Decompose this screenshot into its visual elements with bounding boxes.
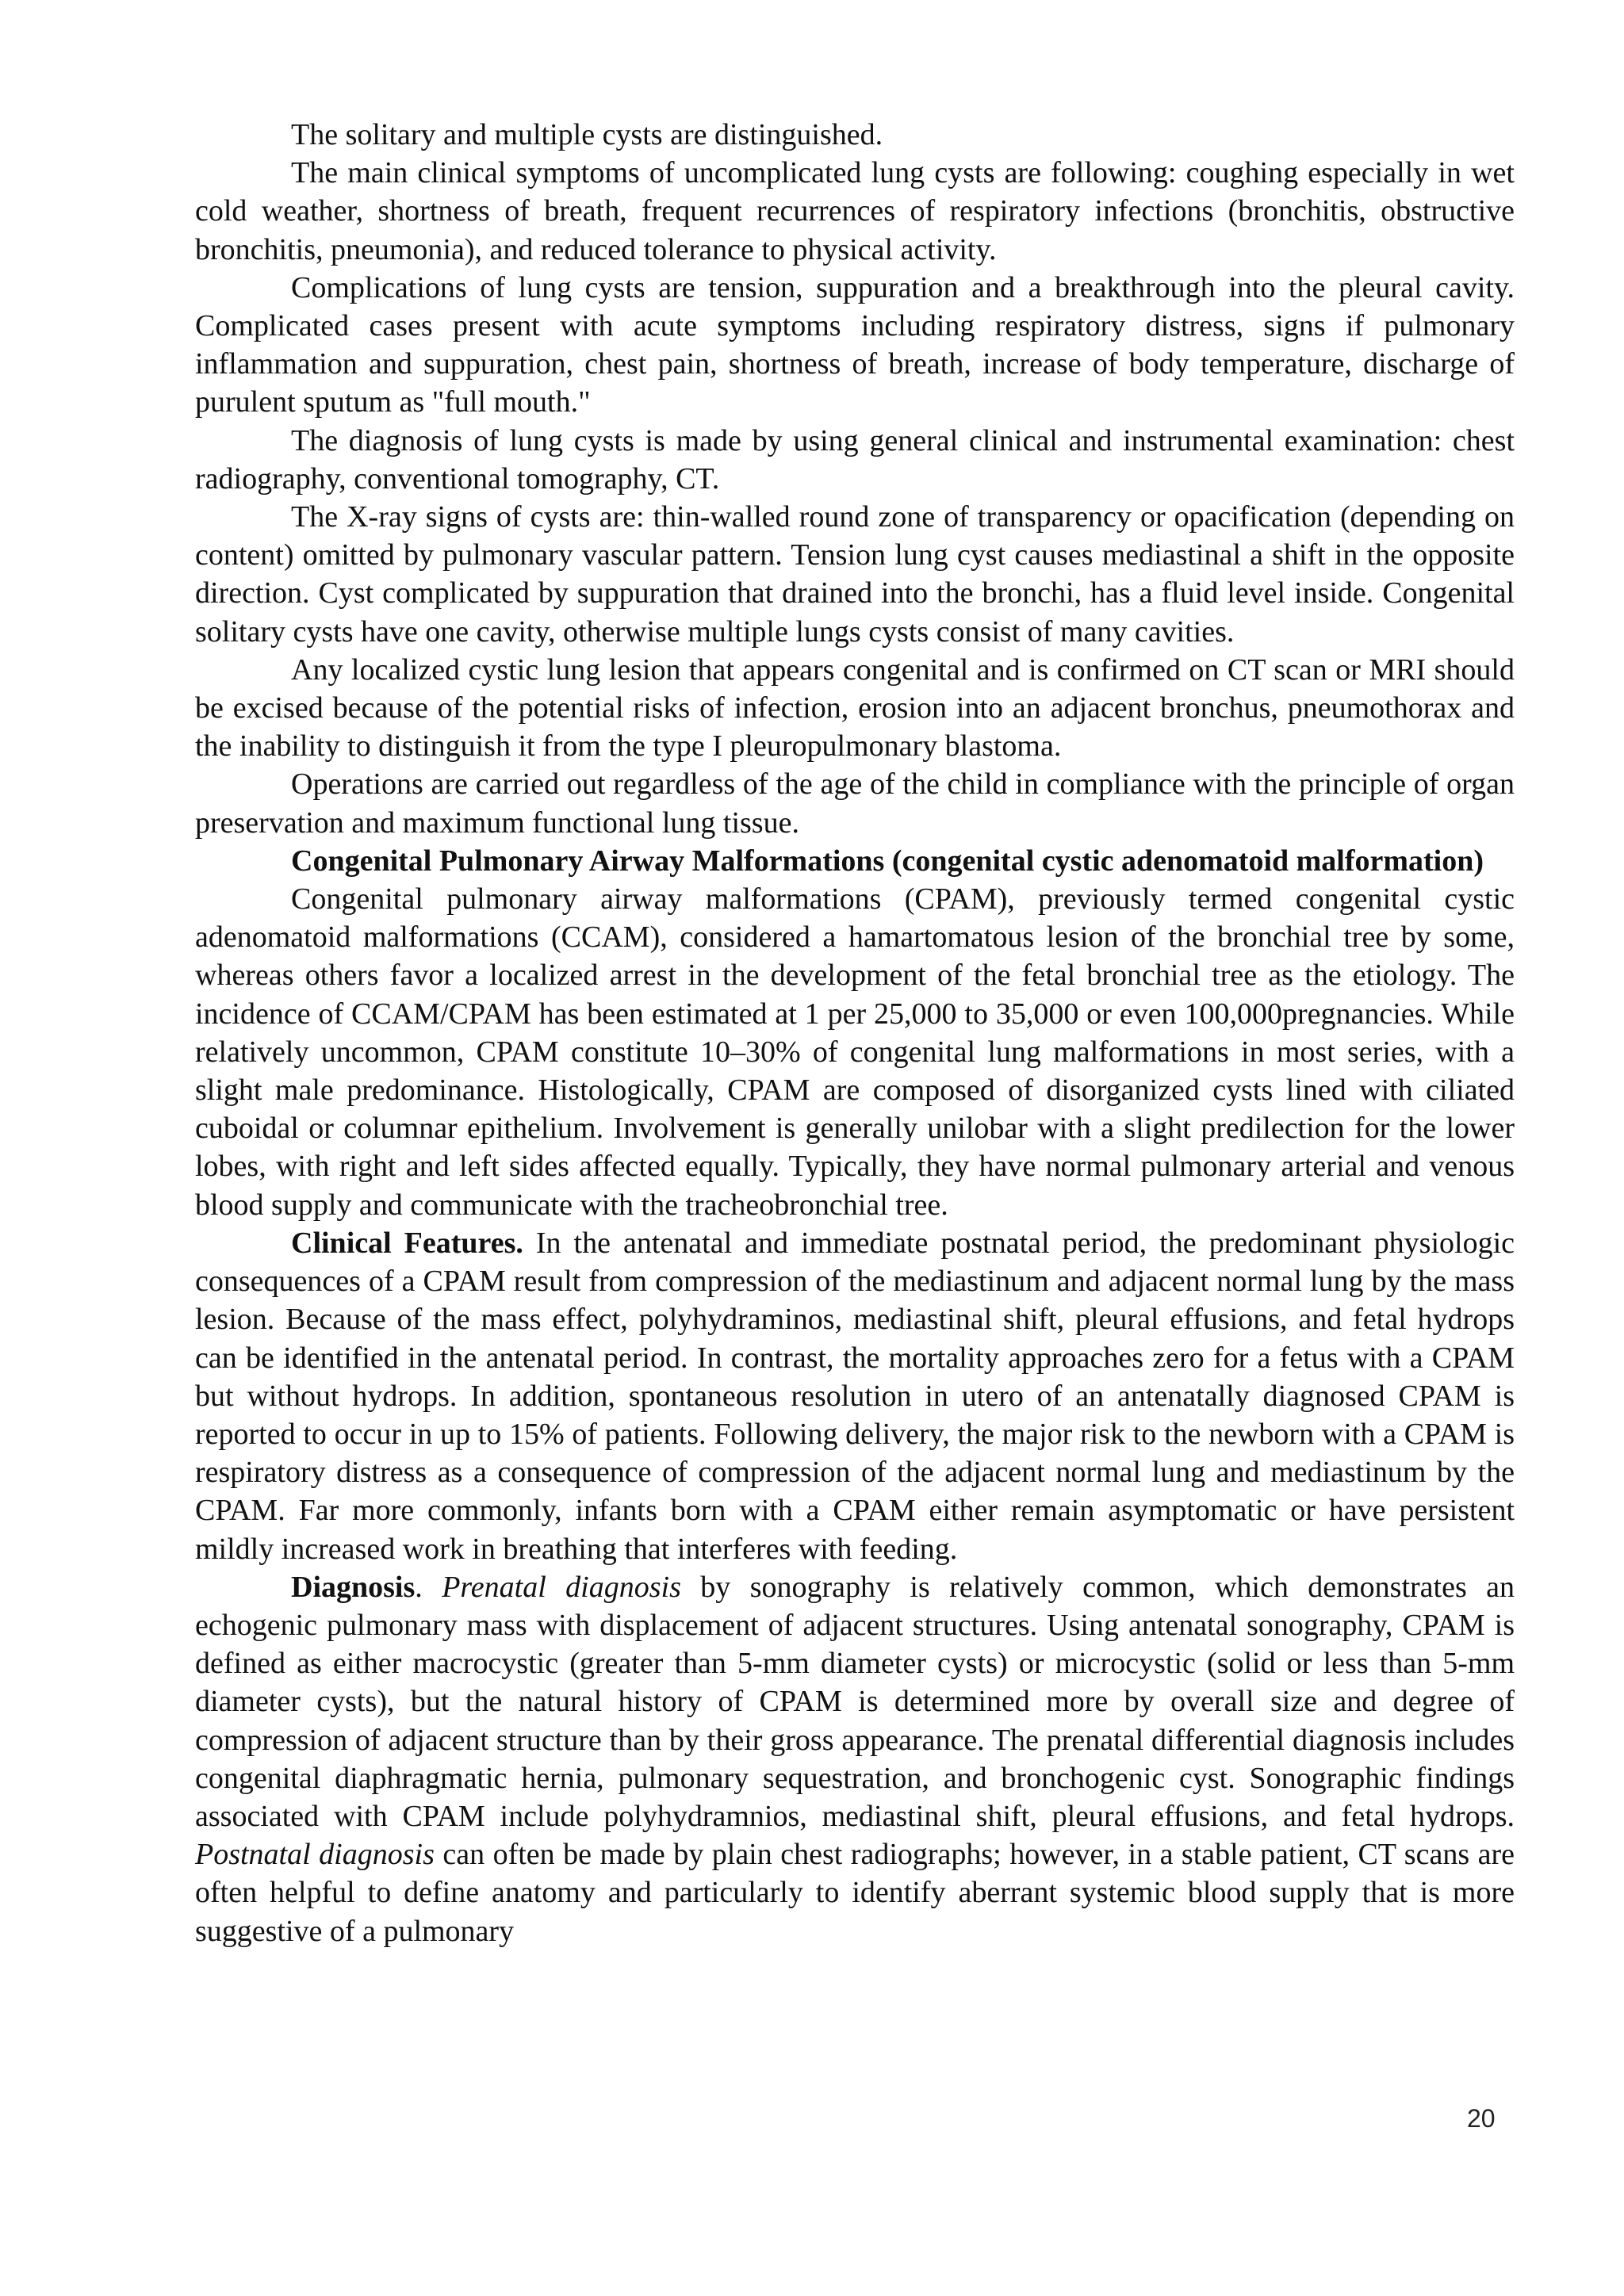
clinical-features-text: In the antenatal and immediate postnatal period, the predominant physiologic consequences of a CPAM result from compression of the mediastinum and adjacent normal lung by the mass lesion. Because of the mass effect, polyhydraminos, mediastinal shift, pleural effusions, and fetal hydrops can be identified in the antenatal period. In contrast, the mortality approaches zero for a fetus with a CPAM but without hydrops. In addition, spontaneous resolution in utero of an antenatally diagnosed CPAM is reported to occur in up to 15% of patients. Following delivery, the major risk to the newborn with a CPAM is respiratory distress as a consequence of compression of the adjacent normal lung and mediastinum by the CPAM. Far more commonly, infants born with a CPAM either remain asymptomatic or have persistent mildly increased work in breathing that interferes with feeding. [195,1226,1515,1566]
section-heading-cpam: Congenital Pulmonary Airway Malformations (congenital cystic adenomatoid malformation) [291,844,1484,878]
paragraph-cpam-overview: Congenital pulmonary airway malformations (CPAM), previously termed congenital cystic adenomatoid malformations (CCAM), considered a hamartomatous lesion of the bronchial tree by some, whereas others favor a localized arrest in the development of the fetal bronchial tree as the etiology. The incidence of CCAM/CPAM has been estimated at 1 per 25,000 to 35,000 or even 100,000pregnancies. While relatively uncommon, CPAM constitute 10–30% of congenital lung malformations in most series, with a slight male predominance. Histologically, CPAM are composed of disorganized cysts lined with ciliated cuboidal or columnar epithelium. Involvement is generally unilobar with a slight predilection for the lower lobes, with right and left sides affected equally. Typically, they have normal pulmonary arterial and venous blood supply and communicate with the tracheobronchial tree. [195,882,1515,1222]
diagnosis-text-postnatal: can often be made by plain chest radiographs; however, in a stable patient, CT scans are often helpful to define anatomy and particularly to identify aberrant systemic blood supply that is more suggestive of a pulmonary [195,1838,1515,1948]
paragraph-excision: Any localized cystic lung lesion that appears congenital and is confirmed on CT scan or MRI should be excised because of the potential risks of infection, erosion into an adjacent bronchus, pneumothorax and the inability to distinguish it from the type I pleuropulmonary blastoma. [195,652,1515,763]
postnatal-diagnosis-term: Postnatal diagnosis [195,1838,435,1872]
diagnosis-lead: Diagnosis [291,1570,416,1604]
paragraph-xray-signs: The X-ray signs of cysts are: thin-walled round zone of transparency or opacification (depending on content) omitted by pulmonary vascular pattern. Tension lung cyst causes mediastinal a shift in the opposite direction. Cyst complicated by suppuration that drained into the bronchi, has a fluid level inside. Congenital solitary cysts have one cavity, otherwise multiple lungs cysts consist of many cavities. [195,500,1515,649]
diagnosis-separator: . [415,1570,442,1604]
diagnosis-text-prenatal: by sonography is relatively common, which demonstrates an echogenic pulmonary mass with displacement of adjacent structures. Using antenatal sonography, CPAM is defined as either macrocystic (greater than 5-mm diameter cysts) or microcystic (solid or less than 5-mm diameter cysts), but the natural history of CPAM is determined more by overall size and degree of compression of adjacent structure than by their gross appearance. The prenatal differential diagnosis includes congenital diaphragmatic hernia, pulmonary sequestration, and bronchogenic cyst. Sonographic findings associated with CPAM include polyhydramnios, mediastinal shift, pleural effusions, and fetal hydrops. [195,1570,1515,1833]
paragraph-operations: Operations are carried out regardless of the age of the child in compliance with the principle of organ preservation and maximum functional lung tissue. [195,767,1515,840]
paragraph-cyst-types: The solitary and multiple cysts are distinguished. [291,118,883,151]
document-page [195,116,1515,1950]
paragraph-clinical-features [195,1224,1515,1568]
paragraph-complications: Complications of lung cysts are tension, suppuration and a breakthrough into the pleural cavity. Complicated cases present with acute symptoms including respiratory distress, signs if pulmonary inflammation and suppuration, chest pain, shortness of breath, increase of body temperature, discharge of purulent sputum as "full mouth." [195,270,1515,419]
paragraph-diagnosis [195,1568,1515,1950]
clinical-features-lead: Clinical Features. [291,1226,523,1260]
prenatal-diagnosis-term: Prenatal diagnosis [442,1570,681,1604]
paragraph-clinical-symptoms: The main clinical symptoms of uncomplicated lung cysts are following: coughing especially in wet cold weather, shortness of breath, frequent recurrences of respiratory infections (bronchitis, obstructive bronchitis, pneumonia), and reduced tolerance to physical activity. [195,156,1515,266]
paragraph-diagnosis-methods: The diagnosis of lung cysts is made by using general clinical and instrumental examination: chest radiography, conventional tomography, CT. [195,423,1515,496]
page-number: 20 [1467,2104,1496,2133]
